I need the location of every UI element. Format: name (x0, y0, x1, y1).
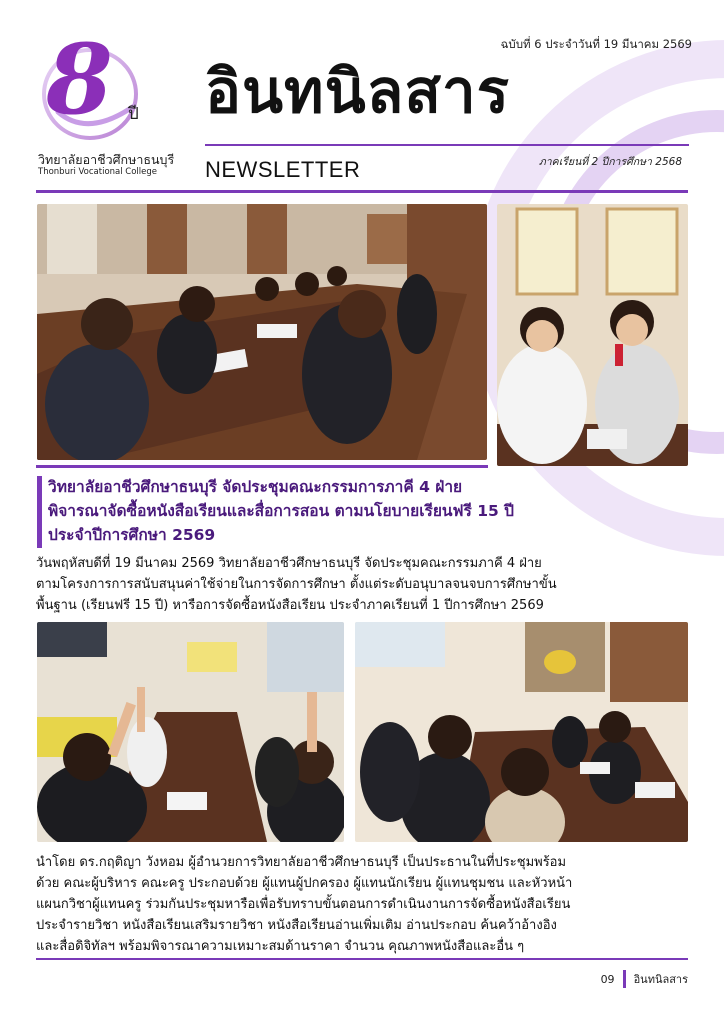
intro-line: วันพฤหัสบดีที่ 19 มีนาคม 2569 วิทยาลัยอาชีวศึกษาธนบุรี จัดประชุมคณะกรรมภาคี 4 ฝ่าย (36, 556, 542, 571)
intro-line: พื้นฐาน (เรียนฟรี 15 ปี) หารือการจัดซื้อหนังสือเรียน ประจำภาคเรียนที่ 1 ปีการศึกษา 2569 (36, 598, 544, 613)
detail-line: แผนกวิชาผู้แทนครู ร่วมกันประชุมหารือเพื่อรับทราบขั้นตอนการดำเนินงานการจัดซื้อหนังสือเรียน (36, 897, 571, 912)
logo-suffix: ปี (128, 104, 139, 124)
article-headline (48, 475, 698, 547)
header-bottom-divider (36, 190, 688, 193)
issue-info: ฉบับที่ 6 ประจำวันที่ 19 มีนาคม 2569 (500, 37, 692, 51)
page-footer (601, 970, 688, 988)
masthead-divider (205, 144, 689, 146)
college-name-english: Thonburi Vocational College (38, 167, 158, 177)
voting-hands-raised-photo (37, 622, 344, 842)
intro-line: ตามโครงการการสนับสนุนค่าใช้จ่ายในการจัดการศึกษา ตั้งแต่ระดับอนุบาลจนจบการศึกษาขั้น (36, 577, 557, 592)
article-detail (36, 852, 688, 957)
footer-divider (36, 958, 688, 960)
publication-title: อินทนิลสาร (205, 57, 510, 127)
detail-line: ด้วย คณะผู้บริหาร คณะครู ประกอบด้วย ผู้แทนผู้ปกครอง ผู้แทนนักเรียน ผู้แทนชุมชน และหัวหน้า (36, 876, 573, 891)
photo-divider (36, 465, 488, 468)
semester-info: ภาคเรียนที่ 2 ปีการศึกษา 2568 (538, 156, 682, 168)
headline-line: พิจารณาจัดซื้อหนังสือเรียนและสื่อการสอน ตามนโยบายเรียนฟรี 15 ปี (48, 502, 515, 520)
footer-separator (623, 970, 626, 988)
meeting-long-table-photo (37, 204, 487, 460)
logo-number: 8 (46, 23, 113, 136)
detail-line: นำโดย ดร.กฤติญา วังหอม ผู้อำนวยการวิทยาลัยอาชีวศึกษาธนบุรี เป็นประธานในที่ประชุมพร้อม (36, 855, 567, 870)
speakers-microphone-photo (497, 204, 688, 466)
detail-line: ประจำรายวิชา หนังสือเรียนเสริมรายวิชา หนังสือเรียนอ่านเพิ่มเติม อ่านประกอบ ค้นคว้าอ้างอิง (36, 918, 557, 933)
footer-publication: อินทนิลสาร (633, 973, 688, 986)
page-number: 09 (600, 972, 615, 986)
detail-line: และสื่อดิจิทัลฯ พร้อมพิจารณาความเหมาะสมด้านราคา จำนวน คุณภาพหนังสือและอื่น ๆ (36, 939, 525, 954)
headline-line: ประจำปีการศึกษา 2569 (48, 526, 216, 544)
newsletter-label: NEWSLETTER (205, 157, 361, 182)
headline-accent-bar (37, 476, 42, 548)
headline-line: วิทยาลัยอาชีวศึกษาธนบุรี จัดประชุมคณะกรรมการภาคี 4 ฝ่าย (48, 478, 463, 496)
college-logo (38, 23, 156, 144)
meeting-attendees-photo (355, 622, 688, 842)
article-intro (36, 553, 688, 616)
college-name-thai: วิทยาลัยอาชีวศึกษาธนบุรี (38, 152, 175, 167)
